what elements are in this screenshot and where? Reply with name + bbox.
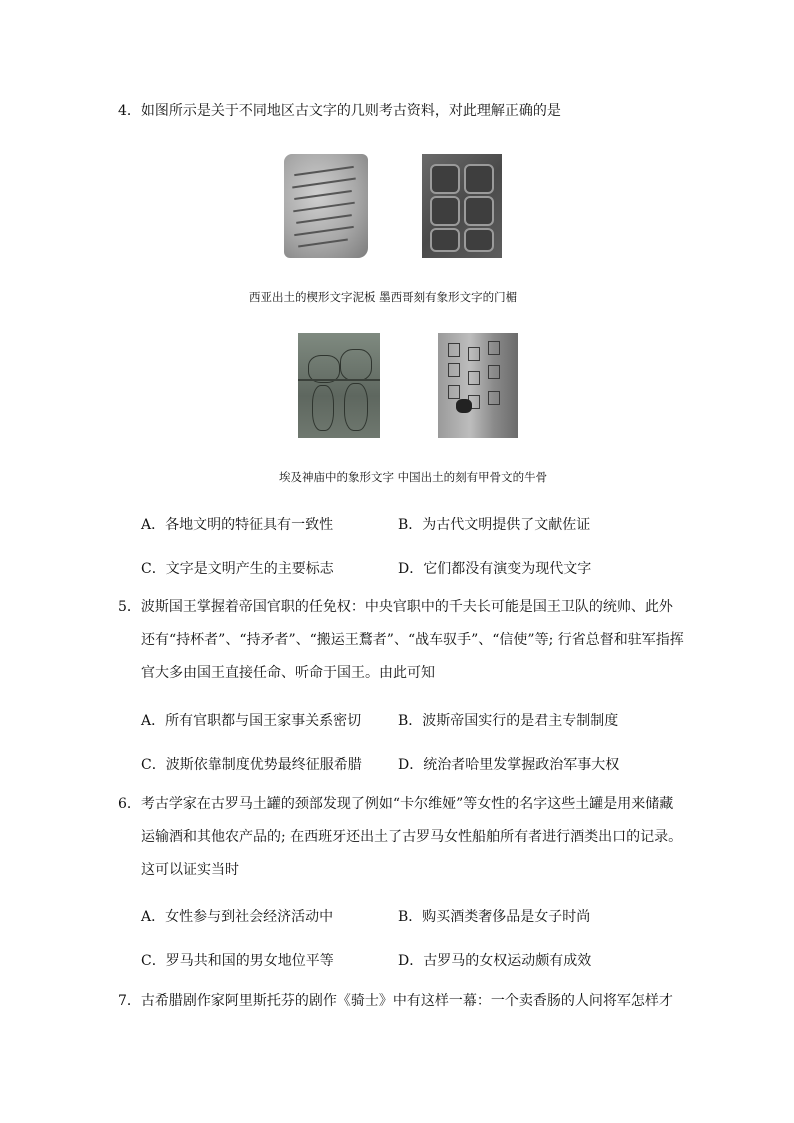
q6-option-c: C．罗马共和国的男女地位平等: [141, 953, 334, 969]
q4-option-b: B．为古代文明提供了文献佐证: [398, 517, 591, 533]
q5-option-c: C．波斯依靠制度优势最终征服希腊: [141, 757, 362, 773]
oracle-bone-image: [438, 333, 518, 438]
q6-option-a: A．女性参与到社会经济活动中: [141, 909, 334, 925]
q6-option-b: B．购买酒类奢侈品是女子时尚: [398, 909, 591, 925]
question-6-line-1: 6．考古学家在古罗马土罐的颈部发现了例如“卡尔维娅”等女性的名字这些土罐是用来储藏: [118, 796, 674, 812]
q4-option-a: A．各地文明的特征具有一致性: [141, 517, 334, 533]
question-6-line-2: 运输酒和其他农产品的; 在西班牙还出土了古罗马女性船舶所有者进行酒类出口的记录。: [141, 829, 683, 845]
caption-row-1: 西亚出土的楔形文字泥板 墨西哥刻有象形文字的门楣: [249, 290, 518, 304]
q4-option-d: D．它们都没有演变为现代文字: [398, 561, 592, 577]
question-4-stem: 4．如图所示是关于不同地区古文字的几则考古资料，对此理解正确的是: [118, 103, 561, 119]
mexico-lintel-image: [422, 154, 502, 258]
egypt-temple-image: [298, 333, 380, 438]
question-5-line-1: 5．波斯国王掌握着帝国官职的任免权：中央官职中的千夫长可能是国王卫队的统帅、此外: [118, 599, 673, 615]
q5-option-a: A．所有官职都与国王家事关系密切: [141, 713, 362, 729]
q5-option-b: B．波斯帝国实行的是君主专制制度: [398, 713, 619, 729]
question-6-line-3: 这可以证实当时: [141, 862, 239, 878]
question-7-stem: 7．古希腊剧作家阿里斯托芬的剧作《骑士》中有这样一幕：一个卖香肠的人问将军怎样才: [118, 993, 673, 1009]
q5-option-d: D．统治者哈里发掌握政治军事大权: [398, 757, 620, 773]
question-5-line-2: 还有“持杯者”、“持矛者”、“搬运王鶩者”、“战车驭手”、“信使”等; 行省总督和驻军指挥: [141, 632, 684, 648]
question-5-line-3: 官大多由国王直接任命、听命于国王。由此可知: [141, 665, 435, 681]
q6-option-d: D．古罗马的女权运动颇有成效: [398, 953, 592, 969]
caption-row-2: 埃及神庙中的象形文字 中国出土的刻有甲骨文的牛骨: [279, 470, 548, 484]
cuneiform-tablet-image: [284, 154, 368, 258]
q4-option-c: C．文字是文明产生的主要标志: [141, 561, 334, 577]
